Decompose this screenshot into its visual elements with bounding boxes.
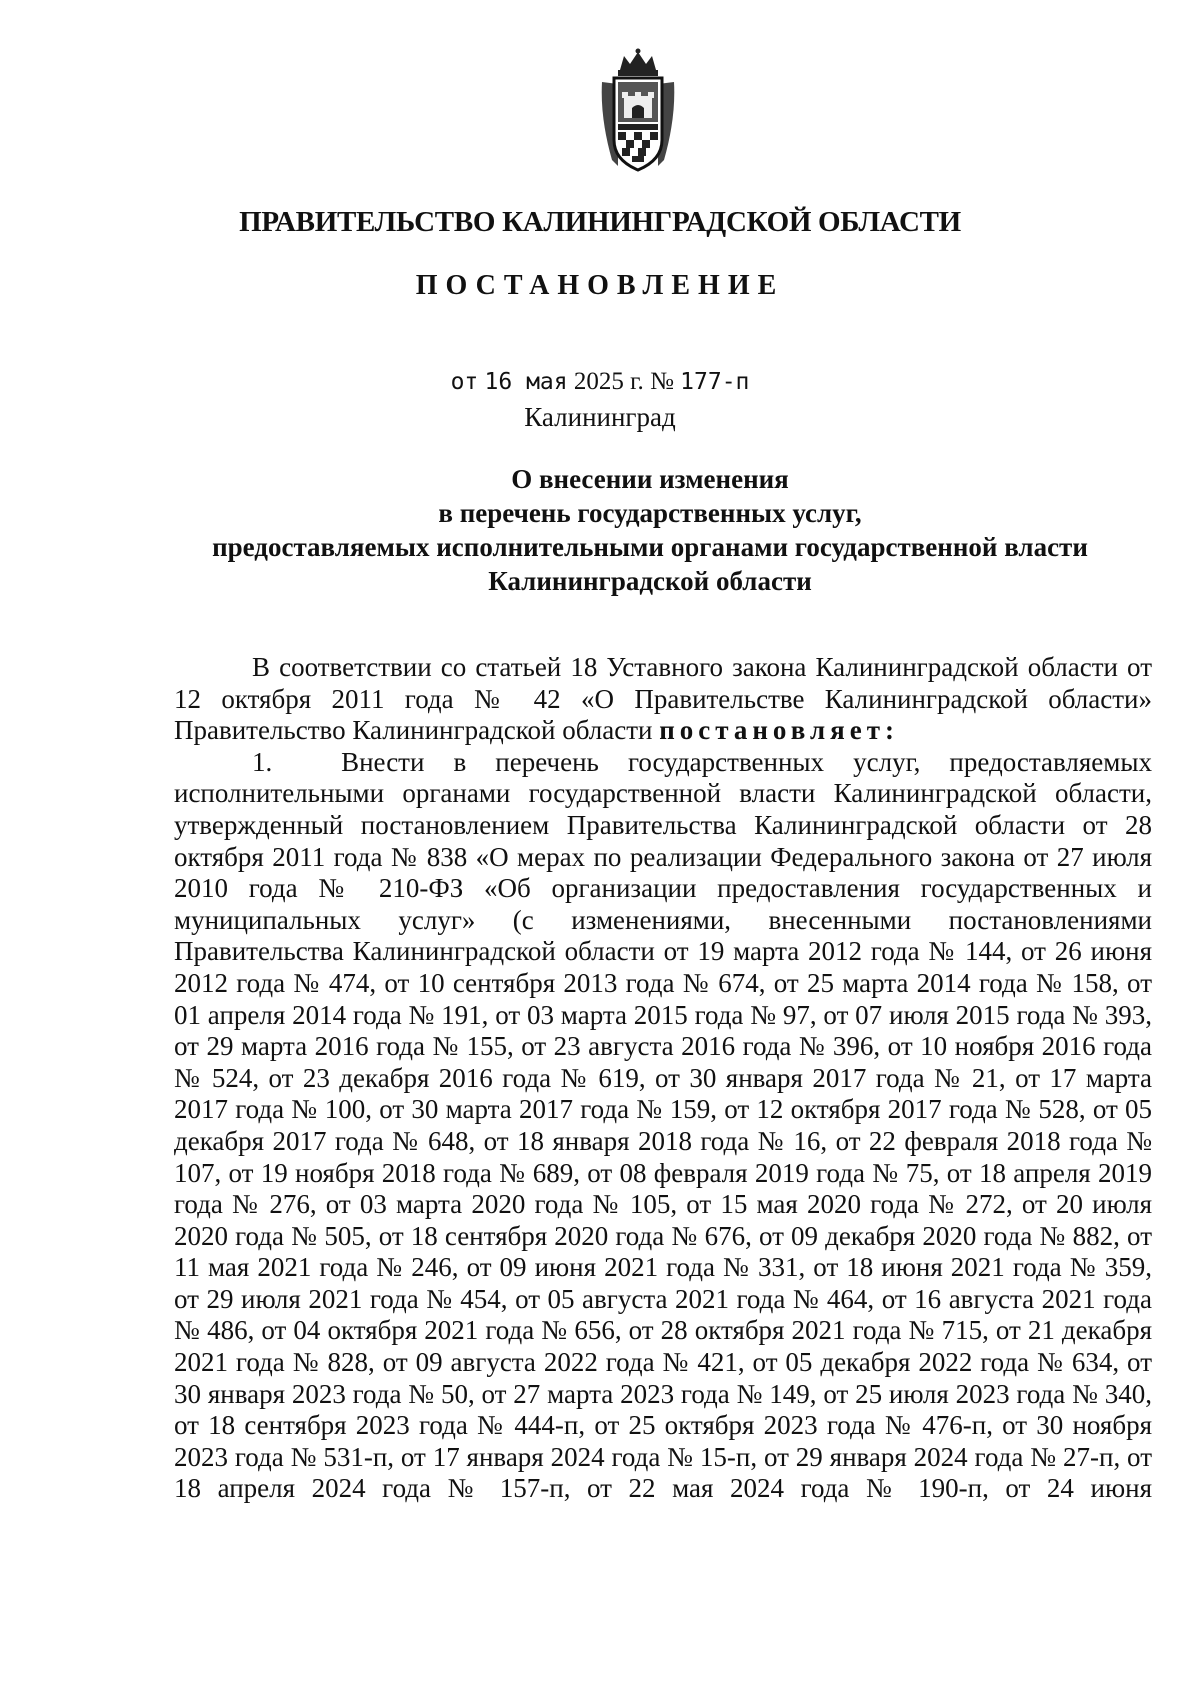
subject-line: предоставляемых исполнительными органами государственной власти — [212, 532, 1088, 562]
date-day-month: 16 мая — [484, 369, 568, 395]
kaliningrad-coat-of-arms-icon — [598, 48, 678, 174]
subject-line: О внесении изменения — [511, 464, 789, 494]
city-name: Калининград — [524, 402, 676, 432]
subject-line: в перечень государственных услуг, — [438, 498, 862, 528]
clause-number: 1. — [252, 746, 273, 777]
clause-paragraph — [174, 747, 1152, 1505]
document-type: ПОСТАНОВЛЕНИЕ — [415, 270, 785, 301]
subject-line: Калининградской области — [488, 566, 812, 596]
number-sign: № — [650, 368, 674, 395]
preamble-text: В соответствии со статьей 18 Уставного закона Калининградской области от 12 октября 2011 года № 42 «О Правительстве Калининградской области» Правительство Калининградской области — [174, 652, 1152, 746]
clause-text: Внести в перечень государственных услуг, предоставляемых исполнительными органами государственной власти Калининградской области, утвержденный постановлением Правительства Калининградской области от 28 октября 2011 года № 838 «О мерах по реализации Федерального закона от 27 июля 2010 года № 210-ФЗ «Об организации предоставления государственных и муниципальных услуг» (с изменениями, внесенными постановлениями Правительства Калининградской области от 19 марта 2012 года № 144, от 26 июня 2012 года № 474, от 10 сентября 2013 года № 674, от 25 марта 2014 года № 158, от 01 апреля 2014 года № 191, от 03 марта 2015 года № 97, от 07 июля 2015 года № 393, от 29 марта 2016 года № 155, от 23 августа 2016 года № 396, от 10 ноября 2016 года № 524, от 23 декабря 2016 года № 619, от 30 января 2017 года № 21, от 17 марта 2017 года № 100, от 30 марта 2017 года № 159, от 12 октября 2017 года № 528, от 05 декабря 2017 года № 648, от 18 января 2018 года № 16, от 22 февраля 2018 года № 107, от 19 ноября 2018 года № 689, от 08 февраля 2019 года № 75, от 18 апреля 2019 года № 276, от 03 марта 2020 года № 105, от 15 мая 2020 года № 272, от 20 июля 2020 года № 505, от 18 сентября 2020 года № 676, от 09 декабря 2020 года № 882, от 11 мая 2021 года № 246, от 09 июня 2021 года № 331, от 18 июня 2021 года № 359, от 29 июля 2021 года № 454, от 05 августа 2021 года № 464, от 16 августа 2021 года № 486, от 04 октября 2021 года № 656, от 28 октября 2021 года № 715, от 21 декабря 2021 года № 828, от 09 августа 2022 года № 421, от 05 декабря 2022 года № 634, от 30 января 2023 года № 50, от 27 марта 2023 года № 149, от 25 июля 2023 года № 340, от 18 сентября 2023 года № 444-п, от 25 октября 2023 года № 476-п, от 30 ноября 2023 года № 531-п, от 17 января 2024 года № 15-п, от 29 января 2024 года № 27-п, от 18 апреля 2024 года № 157-п, от 22 мая 2024 года № 190-п, от 24 июня — [174, 746, 1153, 1504]
government-title: ПРАВИТЕЛЬСТВО КАЛИНИНГРАДСКОЙ ОБЛАСТИ — [239, 206, 961, 238]
decree-word: постановляет: — [659, 715, 899, 746]
date-number-line — [0, 368, 1200, 396]
document-number: 177-п — [680, 369, 750, 395]
preamble-paragraph — [174, 652, 1152, 747]
document-body — [174, 652, 1152, 1505]
document-subject — [150, 462, 1150, 598]
date-year: 2025 г. — [573, 368, 644, 395]
date-prefix: от — [450, 369, 479, 395]
